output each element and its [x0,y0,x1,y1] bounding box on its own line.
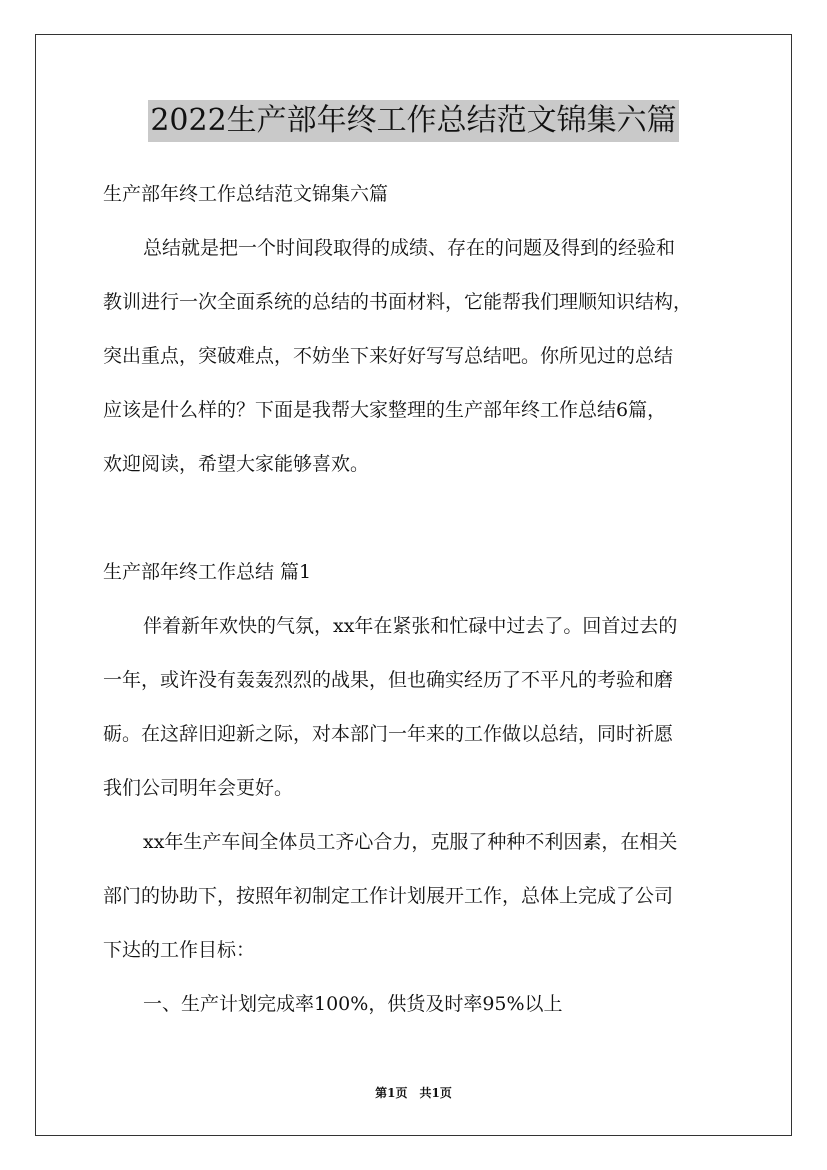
para1-line-3: 砺。在这辞旧迎新之际，对本部门一年来的工作做以总结，同时祈愿 [103,723,674,745]
para2-line-3: 下达的工作目标： [103,939,256,961]
para1-line-2: 一年，或许没有轰轰烈烈的战果，但也确实经历了不平凡的考验和磨 [103,669,674,691]
intro-line-5: 欢迎阅读，希望大家能够喜欢。 [103,453,370,475]
document-subtitle: 生产部年终工作总结范文锦集六篇 [103,183,389,205]
intro-line-1: 总结就是把一个时间段取得的成绩、存在的问题及得到的经验和 [143,237,676,259]
intro-line-2: 教训进行一次全面系统的总结的书面材料，它能帮我们理顺知识结构， [103,291,693,313]
para1-line-1: 伴着新年欢快的气氛，xx年在紧张和忙碌中过去了。回首过去的 [143,615,678,637]
page-footer: 第1页 共1页 [375,1086,452,1100]
intro-line-3: 突出重点，突破难点，不妨坐下来好好写写总结吧。你所见过的总结 [103,345,674,367]
document-title: 2022生产部年终工作总结范文锦集六篇 [148,100,678,142]
para2-line-2: 部门的协助下，按照年初制定工作计划展开工作，总体上完成了公司 [103,885,674,907]
list-item-1: 一、生产计划完成率100%，供货及时率95%以上 [143,993,563,1015]
para1-line-4: 我们公司明年会更好。 [103,777,294,799]
section-heading: 生产部年终工作总结 篇1 [103,561,312,583]
title-container [0,100,827,142]
para2-line-1: xx年生产车间全体员工齐心合力，克服了种种不利因素，在相关 [143,831,678,853]
intro-line-4: 应该是什么样的？下面是我帮大家整理的生产部年终工作总结6篇， [103,399,667,421]
